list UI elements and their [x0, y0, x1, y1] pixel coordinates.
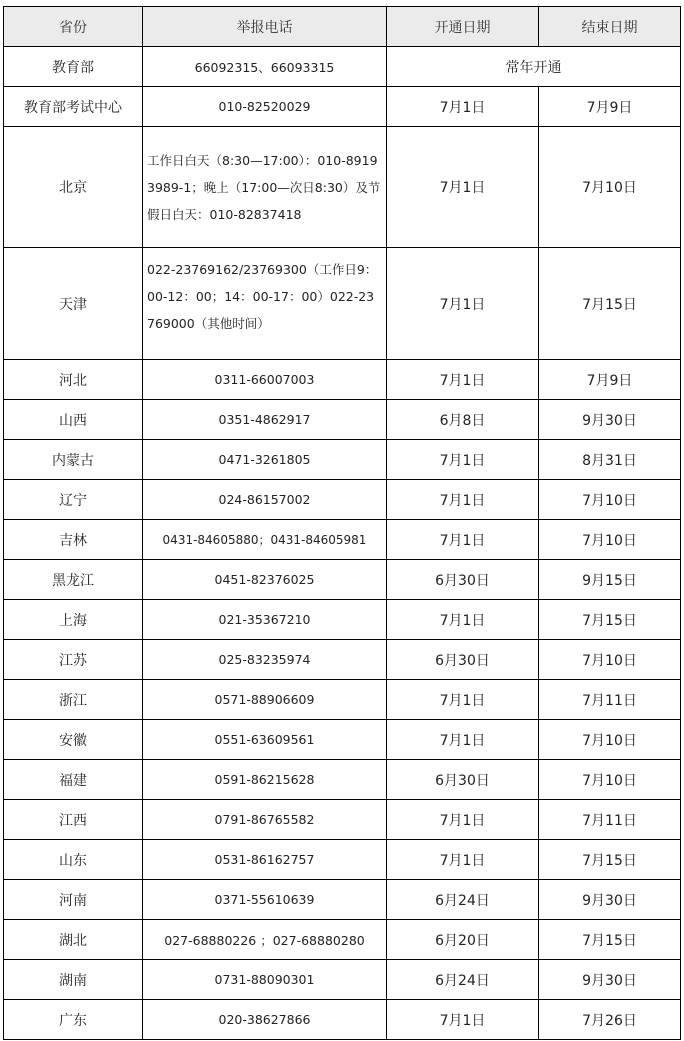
table-row	[4, 480, 681, 520]
province-cell: 福建	[4, 760, 143, 800]
phone-cell: 0551-63609561	[143, 720, 387, 760]
merged-date-cell: 常年开通	[387, 47, 681, 87]
start-date-cell: 6月8日	[387, 400, 539, 440]
start-date-cell: 7月1日	[387, 248, 539, 360]
end-date-cell: 8月31日	[539, 440, 681, 480]
province-cell: 辽宁	[4, 480, 143, 520]
end-date-cell: 7月11日	[539, 800, 681, 840]
phone-cell: 0371-55610639	[143, 880, 387, 920]
province-cell: 河南	[4, 880, 143, 920]
table-row	[4, 127, 681, 248]
table-row	[4, 1000, 681, 1040]
table-row	[4, 840, 681, 880]
province-cell: 上海	[4, 600, 143, 640]
province-cell: 黑龙江	[4, 560, 143, 600]
phone-cell: 0591-86215628	[143, 760, 387, 800]
start-date-cell: 7月1日	[387, 440, 539, 480]
phone-cell: 0791-86765582	[143, 800, 387, 840]
province-cell: 湖北	[4, 920, 143, 960]
start-date-cell: 7月1日	[387, 600, 539, 640]
phone-cell: 0571-88906609	[143, 680, 387, 720]
end-date-cell: 7月10日	[539, 760, 681, 800]
end-date-cell: 9月15日	[539, 560, 681, 600]
end-date-cell: 9月30日	[539, 880, 681, 920]
end-date-cell: 7月15日	[539, 920, 681, 960]
header-phone: 举报电话	[143, 7, 387, 47]
phone-cell: 0351-4862917	[143, 400, 387, 440]
phone-cell: 0531-86162757	[143, 840, 387, 880]
province-cell: 天津	[4, 248, 143, 360]
table-row	[4, 560, 681, 600]
phone-cell: 020-38627866	[143, 1000, 387, 1040]
province-cell: 河北	[4, 360, 143, 400]
hotline-table	[3, 6, 681, 1040]
province-cell: 江西	[4, 800, 143, 840]
table-row	[4, 47, 681, 87]
table-row	[4, 440, 681, 480]
phone-cell: 0451-82376025	[143, 560, 387, 600]
header-province: 省份	[4, 7, 143, 47]
table-row	[4, 520, 681, 560]
province-cell: 湖南	[4, 960, 143, 1000]
start-date-cell: 7月1日	[387, 520, 539, 560]
table-row	[4, 360, 681, 400]
start-date-cell: 7月1日	[387, 840, 539, 880]
table-row	[4, 920, 681, 960]
province-cell: 内蒙古	[4, 440, 143, 480]
end-date-cell: 7月15日	[539, 840, 681, 880]
province-cell: 吉林	[4, 520, 143, 560]
phone-cell: 021-35367210	[143, 600, 387, 640]
table-row	[4, 600, 681, 640]
start-date-cell: 7月1日	[387, 680, 539, 720]
phone-cell: 0731-88090301	[143, 960, 387, 1000]
province-cell: 教育部考试中心	[4, 87, 143, 127]
table-row	[4, 640, 681, 680]
phone-cell: 027-68880226 ；027-68880280	[143, 920, 387, 960]
province-cell: 浙江	[4, 680, 143, 720]
start-date-cell: 6月20日	[387, 920, 539, 960]
end-date-cell: 7月26日	[539, 1000, 681, 1040]
phone-cell: 0471-3261805	[143, 440, 387, 480]
end-date-cell: 7月10日	[539, 520, 681, 560]
start-date-cell: 7月1日	[387, 127, 539, 248]
end-date-cell: 7月15日	[539, 600, 681, 640]
end-date-cell: 7月9日	[539, 360, 681, 400]
start-date-cell: 6月30日	[387, 640, 539, 680]
province-cell: 教育部	[4, 47, 143, 87]
start-date-cell: 6月24日	[387, 960, 539, 1000]
table-row	[4, 248, 681, 360]
header-start-date: 开通日期	[387, 7, 539, 47]
end-date-cell: 7月10日	[539, 480, 681, 520]
end-date-cell: 7月15日	[539, 248, 681, 360]
start-date-cell: 7月1日	[387, 800, 539, 840]
table-row	[4, 400, 681, 440]
start-date-cell: 6月24日	[387, 880, 539, 920]
start-date-cell: 6月30日	[387, 760, 539, 800]
start-date-cell: 7月1日	[387, 360, 539, 400]
end-date-cell: 9月30日	[539, 400, 681, 440]
start-date-cell: 7月1日	[387, 480, 539, 520]
phone-cell: 0311-66007003	[143, 360, 387, 400]
phone-cell: 022-23769162/23769300（工作日9：00-12：00；14：00-17：00）022-23769000（其他时间）	[143, 248, 387, 360]
header-row	[4, 7, 681, 47]
start-date-cell: 6月30日	[387, 560, 539, 600]
province-cell: 江苏	[4, 640, 143, 680]
phone-cell: 024-86157002	[143, 480, 387, 520]
province-cell: 安徽	[4, 720, 143, 760]
province-cell: 广东	[4, 1000, 143, 1040]
table-row	[4, 87, 681, 127]
province-cell: 山东	[4, 840, 143, 880]
phone-cell: 66092315、66093315	[143, 47, 387, 87]
end-date-cell: 9月30日	[539, 960, 681, 1000]
start-date-cell: 7月1日	[387, 1000, 539, 1040]
table-row	[4, 800, 681, 840]
start-date-cell: 7月1日	[387, 720, 539, 760]
end-date-cell: 7月10日	[539, 720, 681, 760]
phone-cell: 010-82520029	[143, 87, 387, 127]
phone-cell: 0431-84605880；0431-84605981	[143, 520, 387, 560]
table-row	[4, 880, 681, 920]
header-end-date: 结束日期	[539, 7, 681, 47]
table-row	[4, 680, 681, 720]
end-date-cell: 7月10日	[539, 640, 681, 680]
end-date-cell: 7月9日	[539, 87, 681, 127]
table-row	[4, 960, 681, 1000]
province-cell: 北京	[4, 127, 143, 248]
phone-cell: 工作日白天（8:30—17:00）：010-89193989-1；晚上（17:00—次日8:30）及节假日白天：010-82837418	[143, 127, 387, 248]
table-row	[4, 720, 681, 760]
province-cell: 山西	[4, 400, 143, 440]
table-row	[4, 760, 681, 800]
phone-cell: 025-83235974	[143, 640, 387, 680]
end-date-cell: 7月10日	[539, 127, 681, 248]
end-date-cell: 7月11日	[539, 680, 681, 720]
start-date-cell: 7月1日	[387, 87, 539, 127]
